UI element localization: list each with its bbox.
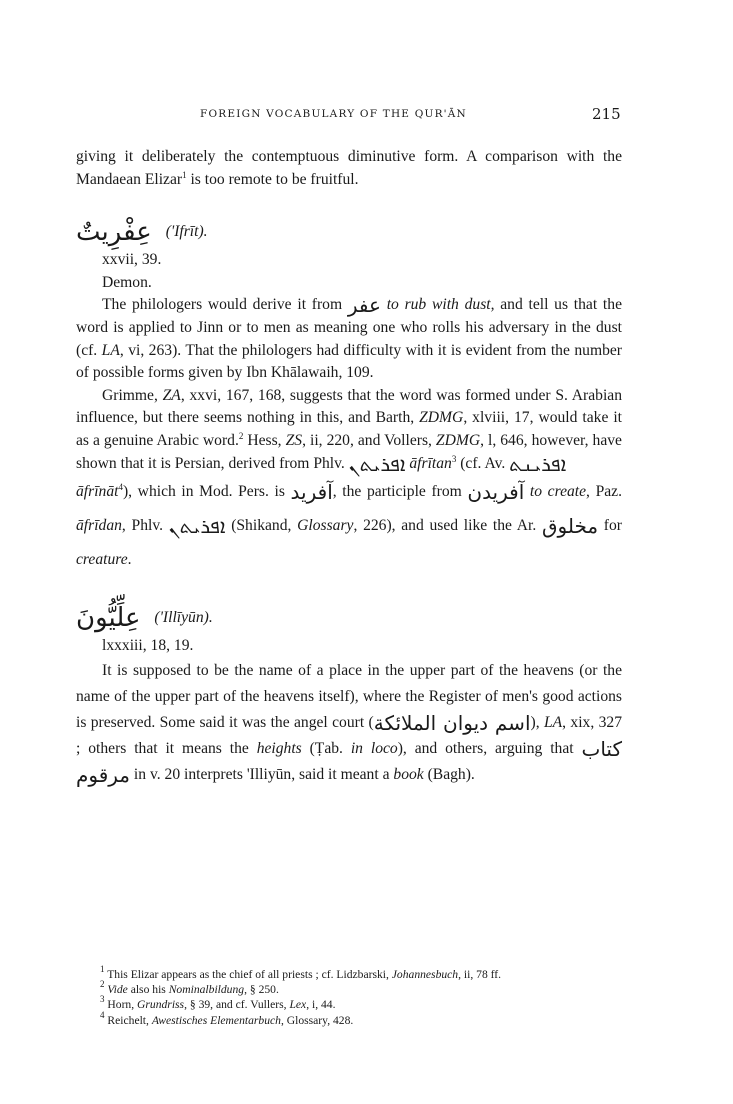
sura-reference: lxxxiii, 18, 19. (102, 637, 194, 655)
footnote-2: $^2$ Vide also his Nominalbildung, § 250. (100, 979, 279, 997)
paragraph-continuation: giving it deliberately the contemptuous diminutive form. A comparison with the Mandaean Elizar$^1$ is too remote to be fruitful. (76, 148, 622, 188)
paragraph-ifrit-1: The philologers would derive it from عفر to rub with dust, and tell us that the word is applied to Jinn or to men as meaning one who rolls his adversary in the dust (cf. LA, vi, 263). That the philologers had difficulty with it is evident from the number of possible forms given by Ibn Khālawaih, 109. (76, 293, 622, 382)
footnote-1: $^1$ This Elizar appears as the chief of all priests ; cf. Lidzbarski, Johannesbuch, ii, 78 ff. (100, 964, 502, 981)
transliteration: ('Ifrīt). (165, 223, 208, 241)
running-head-title: FOREIGN VOCABULARY OF THE QUR'ĀN (200, 108, 467, 120)
footnote-4: $^4$ Reichelt, Awestisches Elementarbuch, Glossary, 428. (100, 1009, 354, 1027)
entry-heading-illiyun (76, 601, 622, 635)
arabic-headword: عِلِّيُّونَ (76, 603, 141, 634)
main-text (76, 146, 622, 788)
paragraph-ifrit-2: Grimme, ZA, xxvi, 167, 168, suggests that the word was formed under S. Arabian influence, but there seems nothing in this, and Barth, ZDMG, xlviii, 17, would take it as a genuine Arabic word.$^2$ Hess, ZS, ii, 220, and Vollers, ZDMG, l, 646, however, have shown that it is Persian, derived from Phlv. ܐܦܪܝܬܢ āfrītan$^3$ (cf. Av. ܐܦܪܝܢܬ (76, 386, 623, 476)
footnote-3: $^3$ Horn, Grundriss, § 39, and cf. Vullers, Lex, i, 44. (100, 994, 336, 1012)
gloss: Demon. (102, 273, 152, 291)
paragraph-ifrit-3: āfrīnāt$^4$), which in Mod. Pers. is آفريد, the participle from آفريدن to create, Paz. āfrīdan, Phlv. ܐܦܪܝܬܢ (Shikand, Glossary, 226), and used like the Ar. مخلوق for creature. (76, 480, 622, 569)
footnotes (76, 964, 622, 1028)
transliteration: ('Illīyūn). (154, 609, 213, 627)
footnote-ref-1: 1 (182, 169, 187, 180)
entry-heading-ifrit (76, 215, 622, 249)
arabic-headword: عِفْرِيتٌ (76, 217, 152, 248)
paragraph-illiyun-1: It is supposed to be the name of a place in the upper part of the heavens (or the name of the upper part of the heavens itself), where the Register of men's good actions is preserved. Some said it was the angel court (اسم ديوان الملائكة), LA, xix, 327 ; others that it means the heights (Ṭab. in loco), and others, arguing that كتاب مرقوم in v. 20 interprets 'Illiyūn, said it meant a book (Bagh). (76, 661, 622, 787)
sura-reference: xxvii, 39. (102, 251, 162, 269)
page-number: 215 (592, 105, 621, 123)
